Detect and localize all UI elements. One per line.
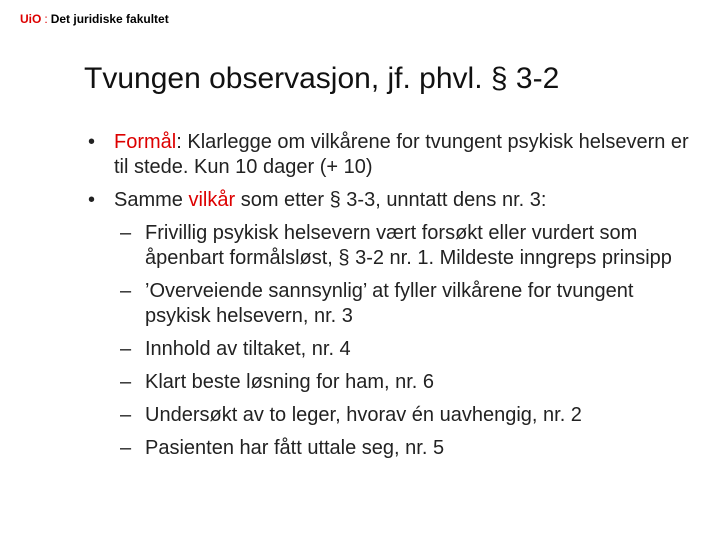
bullet-text: Pasienten har fått uttale seg, nr. 5 [145, 437, 445, 459]
bullet-text: Undersøkt av to leger, hvorav én uavhengig, nr. 2 [145, 404, 582, 426]
sub-bullet-item [88, 370, 698, 395]
bullet-marker: – [120, 222, 132, 244]
sub-bullet-item [88, 436, 698, 461]
bullet-item [88, 188, 698, 213]
faculty-name: Det juridiske fakultet [50, 12, 169, 26]
sub-bullet-item [88, 221, 698, 271]
sub-bullet-item [88, 279, 698, 329]
bullet-item [88, 130, 698, 180]
bullet-marker: • [88, 131, 96, 153]
bullet-text: Samme [114, 189, 189, 211]
sub-bullet-item [88, 403, 698, 428]
slide-title: Tvungen observasjon, jf. phvl. § 3-2 [84, 62, 560, 95]
highlighted-term: vilkår [188, 189, 236, 211]
highlighted-term: Formål [114, 131, 177, 153]
bullet-text: : Klarlegge om vilkårene for tvungent psykisk helsevern er til stede. Kun 10 dager (+ 10) [114, 131, 689, 178]
bullet-marker: • [88, 189, 96, 211]
bullet-text: Frivillig psykisk helsevern vært forsøkt eller vurdert som åpenbart formålsløst, § 3-2 nr. 1. Mildeste inngreps prinsipp [145, 222, 672, 269]
bullet-text: Klart beste løsning for ham, nr. 6 [145, 371, 435, 393]
bullet-marker: – [120, 280, 132, 302]
logo-separator: : [44, 12, 48, 26]
sub-bullet-item [88, 337, 698, 362]
bullet-text: ’Overveiende sannsynlig’ at fyller vilkårene for tvungent psykisk helsevern, nr. 3 [145, 280, 634, 327]
bullet-list [88, 130, 698, 461]
bullet-text: Innhold av tiltaket, nr. 4 [145, 338, 351, 360]
bullet-marker: – [120, 437, 132, 459]
faculty-logo [20, 12, 169, 26]
bullet-marker: – [120, 371, 132, 393]
uio-logo-text: UiO [20, 12, 42, 26]
bullet-marker: – [120, 404, 132, 426]
bullet-text: som etter § 3-3, unntatt dens nr. 3: [235, 189, 547, 211]
bullet-marker: – [120, 338, 132, 360]
